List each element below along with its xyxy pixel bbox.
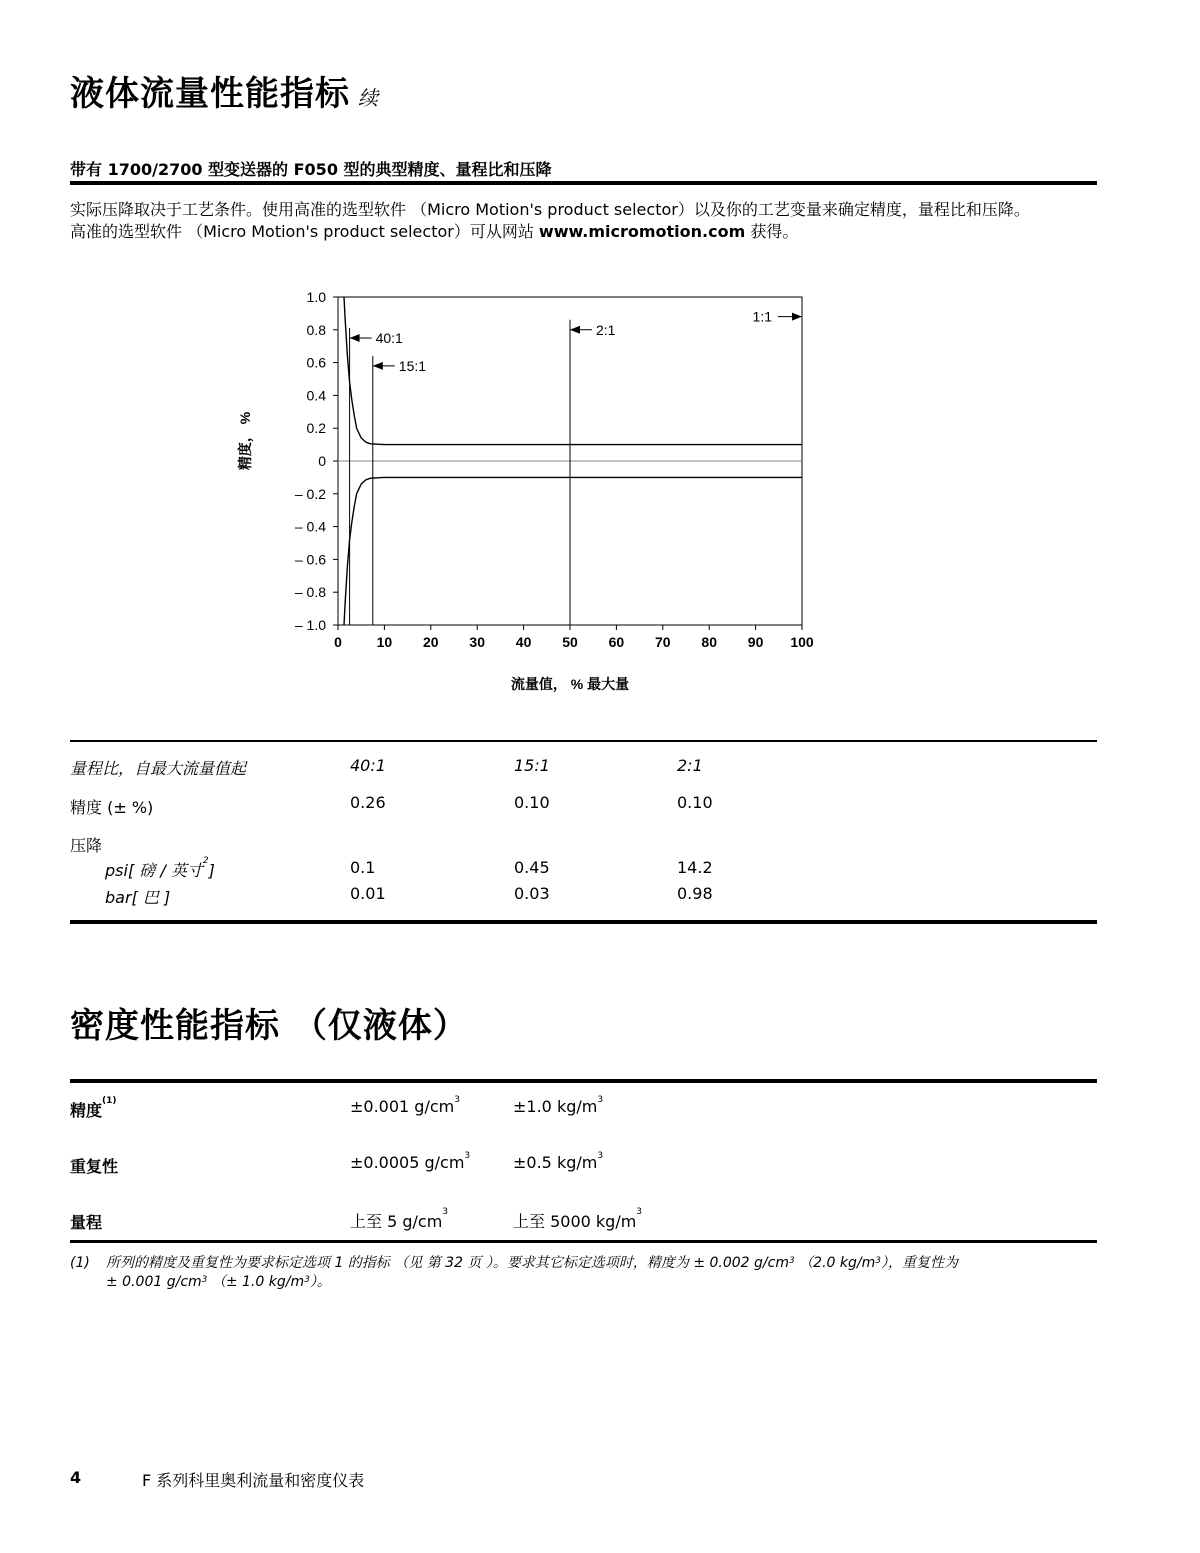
psi-value-1: 0.1: [350, 858, 376, 877]
x-tick-label: 60: [608, 634, 625, 650]
marker-label: 2:1: [596, 321, 616, 338]
footnote-text: [106, 1254, 1106, 1292]
x-tick-label: 40: [515, 634, 532, 650]
y-tick-label: – 0.8: [294, 584, 326, 601]
turndown-value-3: 2:1: [677, 756, 703, 775]
x-tick-label: 30: [469, 634, 485, 650]
x-tick-label: 90: [747, 634, 764, 650]
intro-line-2-start: 高准的选型软件 （Micro Motion's product selector）可从网站: [70, 222, 539, 241]
density-accuracy-value-2-sup: 3: [597, 1095, 604, 1105]
repeatability-value-2: [513, 1153, 603, 1172]
lower-accuracy-curve: [344, 477, 802, 625]
subtitle-rule: [70, 181, 1097, 185]
density-accuracy-value-2: [513, 1097, 603, 1116]
turndown-value-1: 40:1: [350, 756, 386, 775]
density-top-rule: [70, 1079, 1097, 1083]
psi-label-close: ]: [208, 861, 215, 880]
footnote-l1-sup1: 3: [788, 1256, 795, 1266]
section-subtitle: 带有 1700/2700 型变送器的 F050 型的典型精度、量程比和压降: [70, 160, 552, 179]
y-tick-label: 0: [318, 453, 326, 469]
footer-title: F 系列科里奥利流量和密度仪表: [142, 1471, 365, 1490]
footnote-line-1: [106, 1254, 1106, 1273]
y-tick-label: 0.2: [306, 420, 326, 437]
density-accuracy-label: [70, 1098, 117, 1121]
intro-line-1: 实际压降取决于工艺条件。使用高准的选型软件 （Micro Motion's product selector）以及你的工艺变量来确定精度，量程比和压降。: [70, 200, 1030, 219]
page-title-text: 液体流量性能指标: [70, 74, 350, 114]
range-value-1-sup: 3: [442, 1207, 449, 1217]
footnote-line-2: [106, 1273, 1106, 1292]
footnote-l2-sup1: 3: [201, 1275, 208, 1285]
repeatability-value-2-text: ±0.5 kg/m: [513, 1153, 598, 1172]
psi-value-3: 14.2: [677, 858, 713, 877]
intro-paragraph: [70, 199, 1110, 243]
density-accuracy-value-2-text: ±1.0 kg/m: [513, 1097, 598, 1116]
repeatability-label: 重复性: [70, 1157, 119, 1176]
table1-bottom-rule: [70, 920, 1097, 924]
range-value-2: [513, 1209, 642, 1232]
density-bottom-rule: [70, 1240, 1097, 1243]
density-accuracy-value-1: [350, 1097, 460, 1116]
footnote-ref: (1): [102, 1096, 117, 1106]
x-tick-label: 100: [790, 634, 814, 650]
intro-line-2-end: 获得。: [745, 222, 799, 241]
bar-label: bar[ 巴 ]: [105, 888, 171, 907]
x-tick-label: 20: [423, 634, 439, 650]
x-axis-label: 流量值， % 最大量: [510, 676, 630, 692]
y-axis-label: 精度， %: [237, 411, 253, 471]
accuracy-chart: [220, 280, 840, 700]
website-link[interactable]: www.micromotion.com: [538, 222, 746, 241]
intro-line-2: [70, 221, 1110, 243]
density-accuracy-value-1-text: ±0.001 g/cm: [350, 1097, 455, 1116]
accuracy-value-3: 0.10: [677, 793, 713, 812]
density-section-title: 密度性能指标 （仅液体）: [70, 1006, 468, 1046]
repeatability-value-1-sup: 3: [464, 1151, 471, 1161]
range-value-2-text: 上至 5000 kg/m: [513, 1212, 637, 1231]
footnote-l1-a: 所列的精度及重复性为要求标定选项 1 的指标 （见 第 32 页 ）。要求其它标定选项时，精度为 ± 0.002 g/cm: [106, 1255, 789, 1271]
density-accuracy-label-text: 精度: [70, 1101, 103, 1120]
marker-label: 15:1: [398, 357, 427, 374]
psi-label-sup: 2: [202, 856, 209, 866]
accuracy-value-1: 0.26: [350, 793, 386, 812]
footnote-l2-b: （± 1.0 kg/m: [207, 1274, 305, 1290]
footnote-l2-c: ）。: [309, 1274, 331, 1290]
marker-label: 40:1: [375, 330, 403, 346]
y-tick-label: – 1.0: [294, 617, 326, 633]
pressure-drop-label: 压降: [70, 836, 103, 855]
turndown-value-2: 15:1: [514, 756, 550, 775]
range-label: 量程: [70, 1213, 103, 1232]
footnote-l1-c: ），重复性为: [880, 1255, 958, 1271]
footnote-number: (1): [70, 1255, 90, 1271]
marker-arrowhead: [373, 362, 383, 370]
bar-value-2: 0.03: [514, 884, 550, 903]
footnote-l1-sup2: 3: [875, 1256, 881, 1266]
density-accuracy-value-1-sup: 3: [454, 1095, 460, 1105]
footnote-l1-b: （2.0 kg/m: [794, 1255, 876, 1271]
x-tick-label: 10: [376, 634, 393, 650]
table1-top-rule: [70, 740, 1097, 742]
repeatability-value-1: [350, 1153, 470, 1172]
accuracy-label: 精度 (± %): [70, 798, 154, 817]
x-tick-label: 70: [655, 634, 671, 650]
accuracy-value-2: 0.10: [514, 793, 550, 812]
page-title-continued: 续: [358, 86, 379, 110]
range-value-1: [350, 1209, 448, 1232]
bar-value-3: 0.98: [677, 884, 713, 903]
y-tick-label: 0.6: [306, 354, 326, 371]
psi-label: [105, 858, 215, 881]
x-tick-label: 50: [562, 634, 578, 650]
marker-label: 1:1: [752, 308, 772, 325]
range-value-1-text: 上至 5 g/cm: [350, 1212, 443, 1231]
footnote-l2-a: ± 0.001 g/cm: [106, 1274, 202, 1290]
x-tick-label: 0: [334, 634, 342, 650]
y-tick-label: 0.8: [306, 321, 326, 338]
y-tick-label: 1.0: [306, 289, 326, 305]
repeatability-value-2-sup: 3: [597, 1151, 604, 1161]
y-tick-label: – 0.2: [294, 485, 326, 502]
turndown-label: 量程比，自最大流量值起: [70, 759, 247, 778]
y-tick-label: 0.4: [306, 387, 326, 404]
footnote-l2-sup2: 3: [304, 1275, 310, 1285]
page-number: 4: [70, 1468, 82, 1487]
y-tick-label: – 0.6: [294, 551, 326, 568]
repeatability-value-1-text: ±0.0005 g/cm: [350, 1153, 465, 1172]
marker-arrowhead: [792, 313, 802, 321]
psi-value-2: 0.45: [514, 858, 550, 877]
y-tick-label: – 0.4: [294, 518, 326, 535]
page-title: [70, 66, 379, 115]
range-value-2-sup: 3: [636, 1207, 643, 1217]
marker-arrowhead: [350, 334, 360, 342]
psi-label-text: psi[ 磅 / 英寸: [105, 861, 203, 880]
marker-arrowhead: [570, 326, 580, 334]
x-tick-label: 80: [701, 634, 717, 650]
bar-value-1: 0.01: [350, 884, 386, 903]
